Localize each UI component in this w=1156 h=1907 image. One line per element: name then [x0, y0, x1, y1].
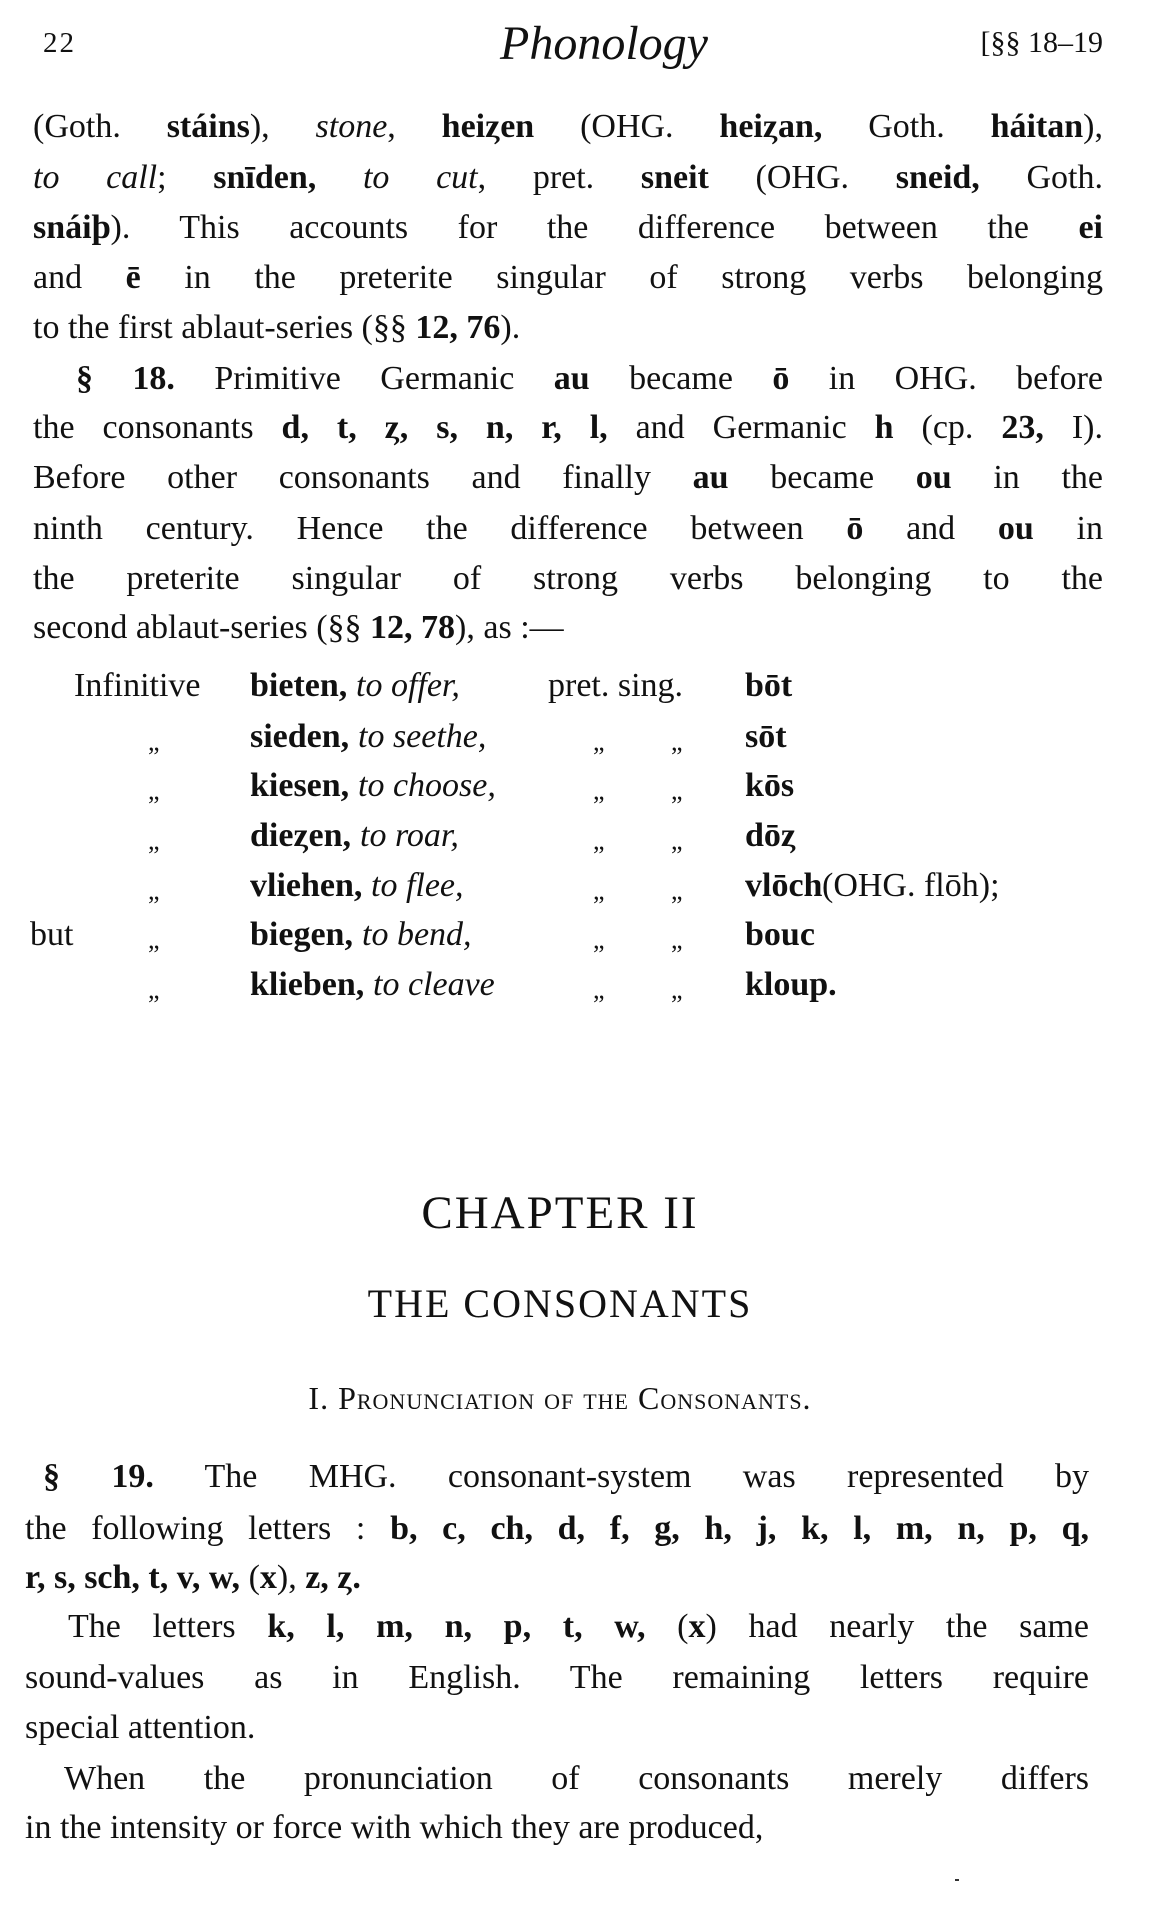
text-run: Before other consonants and finally	[33, 459, 693, 496]
bold-term: ō	[846, 510, 864, 547]
text-run: The letters	[68, 1608, 268, 1645]
text-run: in	[1033, 510, 1104, 547]
bold-term: 12, 78	[370, 609, 456, 646]
text-run: ),	[276, 1559, 306, 1596]
bold-term: au	[692, 459, 729, 496]
section-range: [§§ 18–19	[980, 26, 1103, 59]
ditto-mark: „	[593, 925, 605, 954]
bold-term: x	[259, 1559, 277, 1596]
gloss: to bend,	[362, 916, 472, 953]
paragraph-18-line	[33, 458, 1103, 498]
ditto-mark: „	[148, 727, 160, 756]
ditto-mark: „	[671, 776, 683, 805]
paragraph-19-line	[25, 1558, 1089, 1598]
bold-term: snáiþ	[33, 209, 111, 246]
preterite-form: bōt	[745, 667, 793, 704]
ditto-mark: „	[148, 876, 160, 905]
gloss: to seethe,	[358, 718, 487, 755]
paragraph-letters-line	[68, 1607, 1089, 1647]
paragraph-when-line	[64, 1759, 1089, 1799]
preterite-form: sōt	[745, 718, 787, 755]
bold-term: ou	[915, 459, 952, 496]
infinitive-label: Infinitive	[74, 667, 201, 704]
paragraph-letters-line	[25, 1658, 1089, 1698]
ditto-mark: „	[148, 776, 160, 805]
text-run: ), as :—	[455, 609, 564, 646]
preterite-form: kloup.	[745, 966, 837, 1003]
infinitive: bieten,	[250, 667, 348, 704]
text-run	[316, 159, 363, 196]
infinitive: sieden,	[250, 718, 350, 755]
ditto-mark: „	[671, 925, 683, 954]
text-run: (OHG.	[708, 159, 896, 196]
gloss: to offer,	[356, 667, 460, 704]
paragraph-18-line	[76, 359, 1103, 399]
text-run: ).	[500, 309, 521, 346]
bold-term: au	[553, 360, 590, 397]
chapter-number: CHAPTER II	[421, 1187, 699, 1239]
printer-mark	[955, 1879, 959, 1881]
infinitive: klieben,	[250, 966, 365, 1003]
ditto-mark: „	[148, 975, 160, 1004]
paragraph-when-line	[25, 1808, 1089, 1848]
text-run: and	[33, 259, 126, 296]
italic-gloss: to cut	[362, 159, 478, 196]
text-run: ;	[157, 159, 214, 196]
text-run: in OHG. before	[789, 360, 1104, 397]
text-run: (cp.	[893, 409, 1002, 446]
ditto-mark: „	[148, 826, 160, 855]
infinitive: kiesen,	[250, 767, 350, 804]
preterite-form: vlōch	[745, 867, 823, 904]
bold-term: sneid,	[895, 159, 980, 196]
text-run: , pret.	[477, 159, 641, 196]
paragraph-1-line	[33, 308, 1103, 348]
ditto-mark: „	[671, 727, 683, 756]
text-run: Goth.	[979, 159, 1103, 196]
text-run: in the preterite singular of strong verbs belonging	[140, 259, 1103, 296]
preterite-note: (OHG. flōh);	[822, 867, 1000, 904]
ditto-mark: „	[593, 876, 605, 905]
preterite-form: bouc	[745, 916, 815, 953]
bold-term: heiȥen	[441, 108, 535, 145]
text-run: (Goth.	[33, 108, 167, 145]
bold-term: h	[874, 409, 894, 446]
text-run: in the	[951, 459, 1104, 496]
bold-term: ō	[772, 360, 790, 397]
ditto-mark: „	[671, 876, 683, 905]
pret-sing-label: pret. sing.	[548, 667, 684, 704]
text-run: I).	[1043, 409, 1103, 446]
paragraph-letters-line	[25, 1708, 1089, 1748]
bold-term: ei	[1078, 209, 1103, 246]
text-run: in the intensity or force with which they are produced,	[25, 1809, 764, 1846]
text-run: and	[863, 510, 998, 547]
text-run: ) had nearly the same	[705, 1608, 1090, 1645]
ditto-mark: „	[671, 975, 683, 1004]
bold-term: z, ȥ.	[305, 1559, 361, 1596]
bold-term: háitan	[990, 108, 1084, 145]
page-number: 22	[43, 27, 76, 59]
bold-term: b, c, ch, d, f, g, h, j, k, l, m, n, p, q,	[390, 1510, 1089, 1547]
bold-term: r, s, sch, t, v, w,	[25, 1559, 241, 1596]
text-run: the preterite singular of strong verbs belonging to the	[33, 560, 1103, 597]
ditto-mark: „	[148, 925, 160, 954]
ditto-mark: „	[593, 826, 605, 855]
text-run: (OHG.	[534, 108, 720, 145]
but-label: but	[30, 916, 74, 953]
text-run: The MHG. consonant-system was represented by	[153, 1458, 1090, 1495]
paragraph-1-line	[33, 208, 1103, 248]
bold-term: 23,	[1001, 409, 1044, 446]
text-run: became	[589, 360, 773, 397]
paragraph-18-line	[33, 408, 1103, 448]
running-title: Phonology	[500, 17, 708, 70]
paragraph-1-line	[33, 107, 1103, 147]
bold-term: stáins	[166, 108, 250, 145]
ditto-mark: „	[593, 975, 605, 1004]
italic-gloss: to call	[33, 159, 158, 196]
text-run: became	[728, 459, 916, 496]
text-run: sound-values as in English. The remaining letters require	[25, 1659, 1089, 1696]
paragraph-18-line	[33, 509, 1103, 549]
ditto-mark: „	[593, 727, 605, 756]
paragraph-18-line	[33, 608, 1103, 648]
ditto-mark: „	[593, 776, 605, 805]
infinitive: vliehen,	[250, 867, 363, 904]
ditto-mark: „	[671, 826, 683, 855]
text-run: When the pronunciation of consonants merely differs	[64, 1760, 1089, 1797]
text-run: Primitive Germanic	[174, 360, 554, 397]
bold-term: sneit	[640, 159, 709, 196]
text-run: (	[645, 1608, 689, 1645]
text-run: special attention.	[25, 1709, 256, 1746]
bold-term: ou	[997, 510, 1034, 547]
paragraph-19-line	[25, 1509, 1089, 1549]
text-run: (	[240, 1559, 260, 1596]
preterite-form: kōs	[745, 767, 795, 804]
infinitive: biegen,	[250, 916, 353, 953]
text-run: Goth.	[822, 108, 991, 145]
bold-term: § 18.	[76, 360, 175, 397]
text-run: ),	[249, 108, 316, 145]
bold-term: § 19.	[43, 1458, 154, 1495]
text-run: ,	[387, 108, 442, 145]
bold-term: x	[688, 1608, 706, 1645]
paragraph-19-line	[43, 1457, 1089, 1497]
bold-term: ē	[125, 259, 141, 296]
text-run: to the first ablaut-series (§§	[33, 309, 416, 346]
preterite-form: dōȥ	[745, 817, 796, 854]
bold-term: d, t, ȥ, s, n, r, l,	[281, 409, 608, 446]
text-run: and Germanic	[607, 409, 875, 446]
gloss: to cleave	[373, 966, 495, 1003]
text-run: the consonants	[33, 409, 282, 446]
text-run: ). This accounts for the difference between the	[110, 209, 1079, 246]
bold-term: heiȥan,	[719, 108, 823, 145]
gloss: to choose,	[358, 767, 496, 804]
gloss: to flee,	[371, 867, 464, 904]
subsection-heading: I. Pronunciation of the Consonants.	[308, 1380, 812, 1416]
paragraph-18-line	[33, 559, 1103, 599]
gloss: to roar,	[360, 817, 459, 854]
bold-term: 12, 76	[415, 309, 501, 346]
bold-term: k, l, m, n, p, t, w,	[267, 1608, 646, 1645]
text-run: ninth century. Hence the difference between	[33, 510, 847, 547]
paragraph-1-line	[33, 258, 1103, 298]
chapter-title: THE CONSONANTS	[367, 1281, 753, 1326]
text-run: ),	[1083, 108, 1103, 145]
text-run: second ablaut-series (§§	[33, 609, 371, 646]
text-run: the following letters :	[25, 1510, 391, 1547]
infinitive: dieȥen,	[250, 817, 352, 854]
bold-term: snīden,	[213, 159, 317, 196]
paragraph-1-line	[33, 158, 1103, 198]
italic-gloss: stone	[315, 108, 388, 145]
